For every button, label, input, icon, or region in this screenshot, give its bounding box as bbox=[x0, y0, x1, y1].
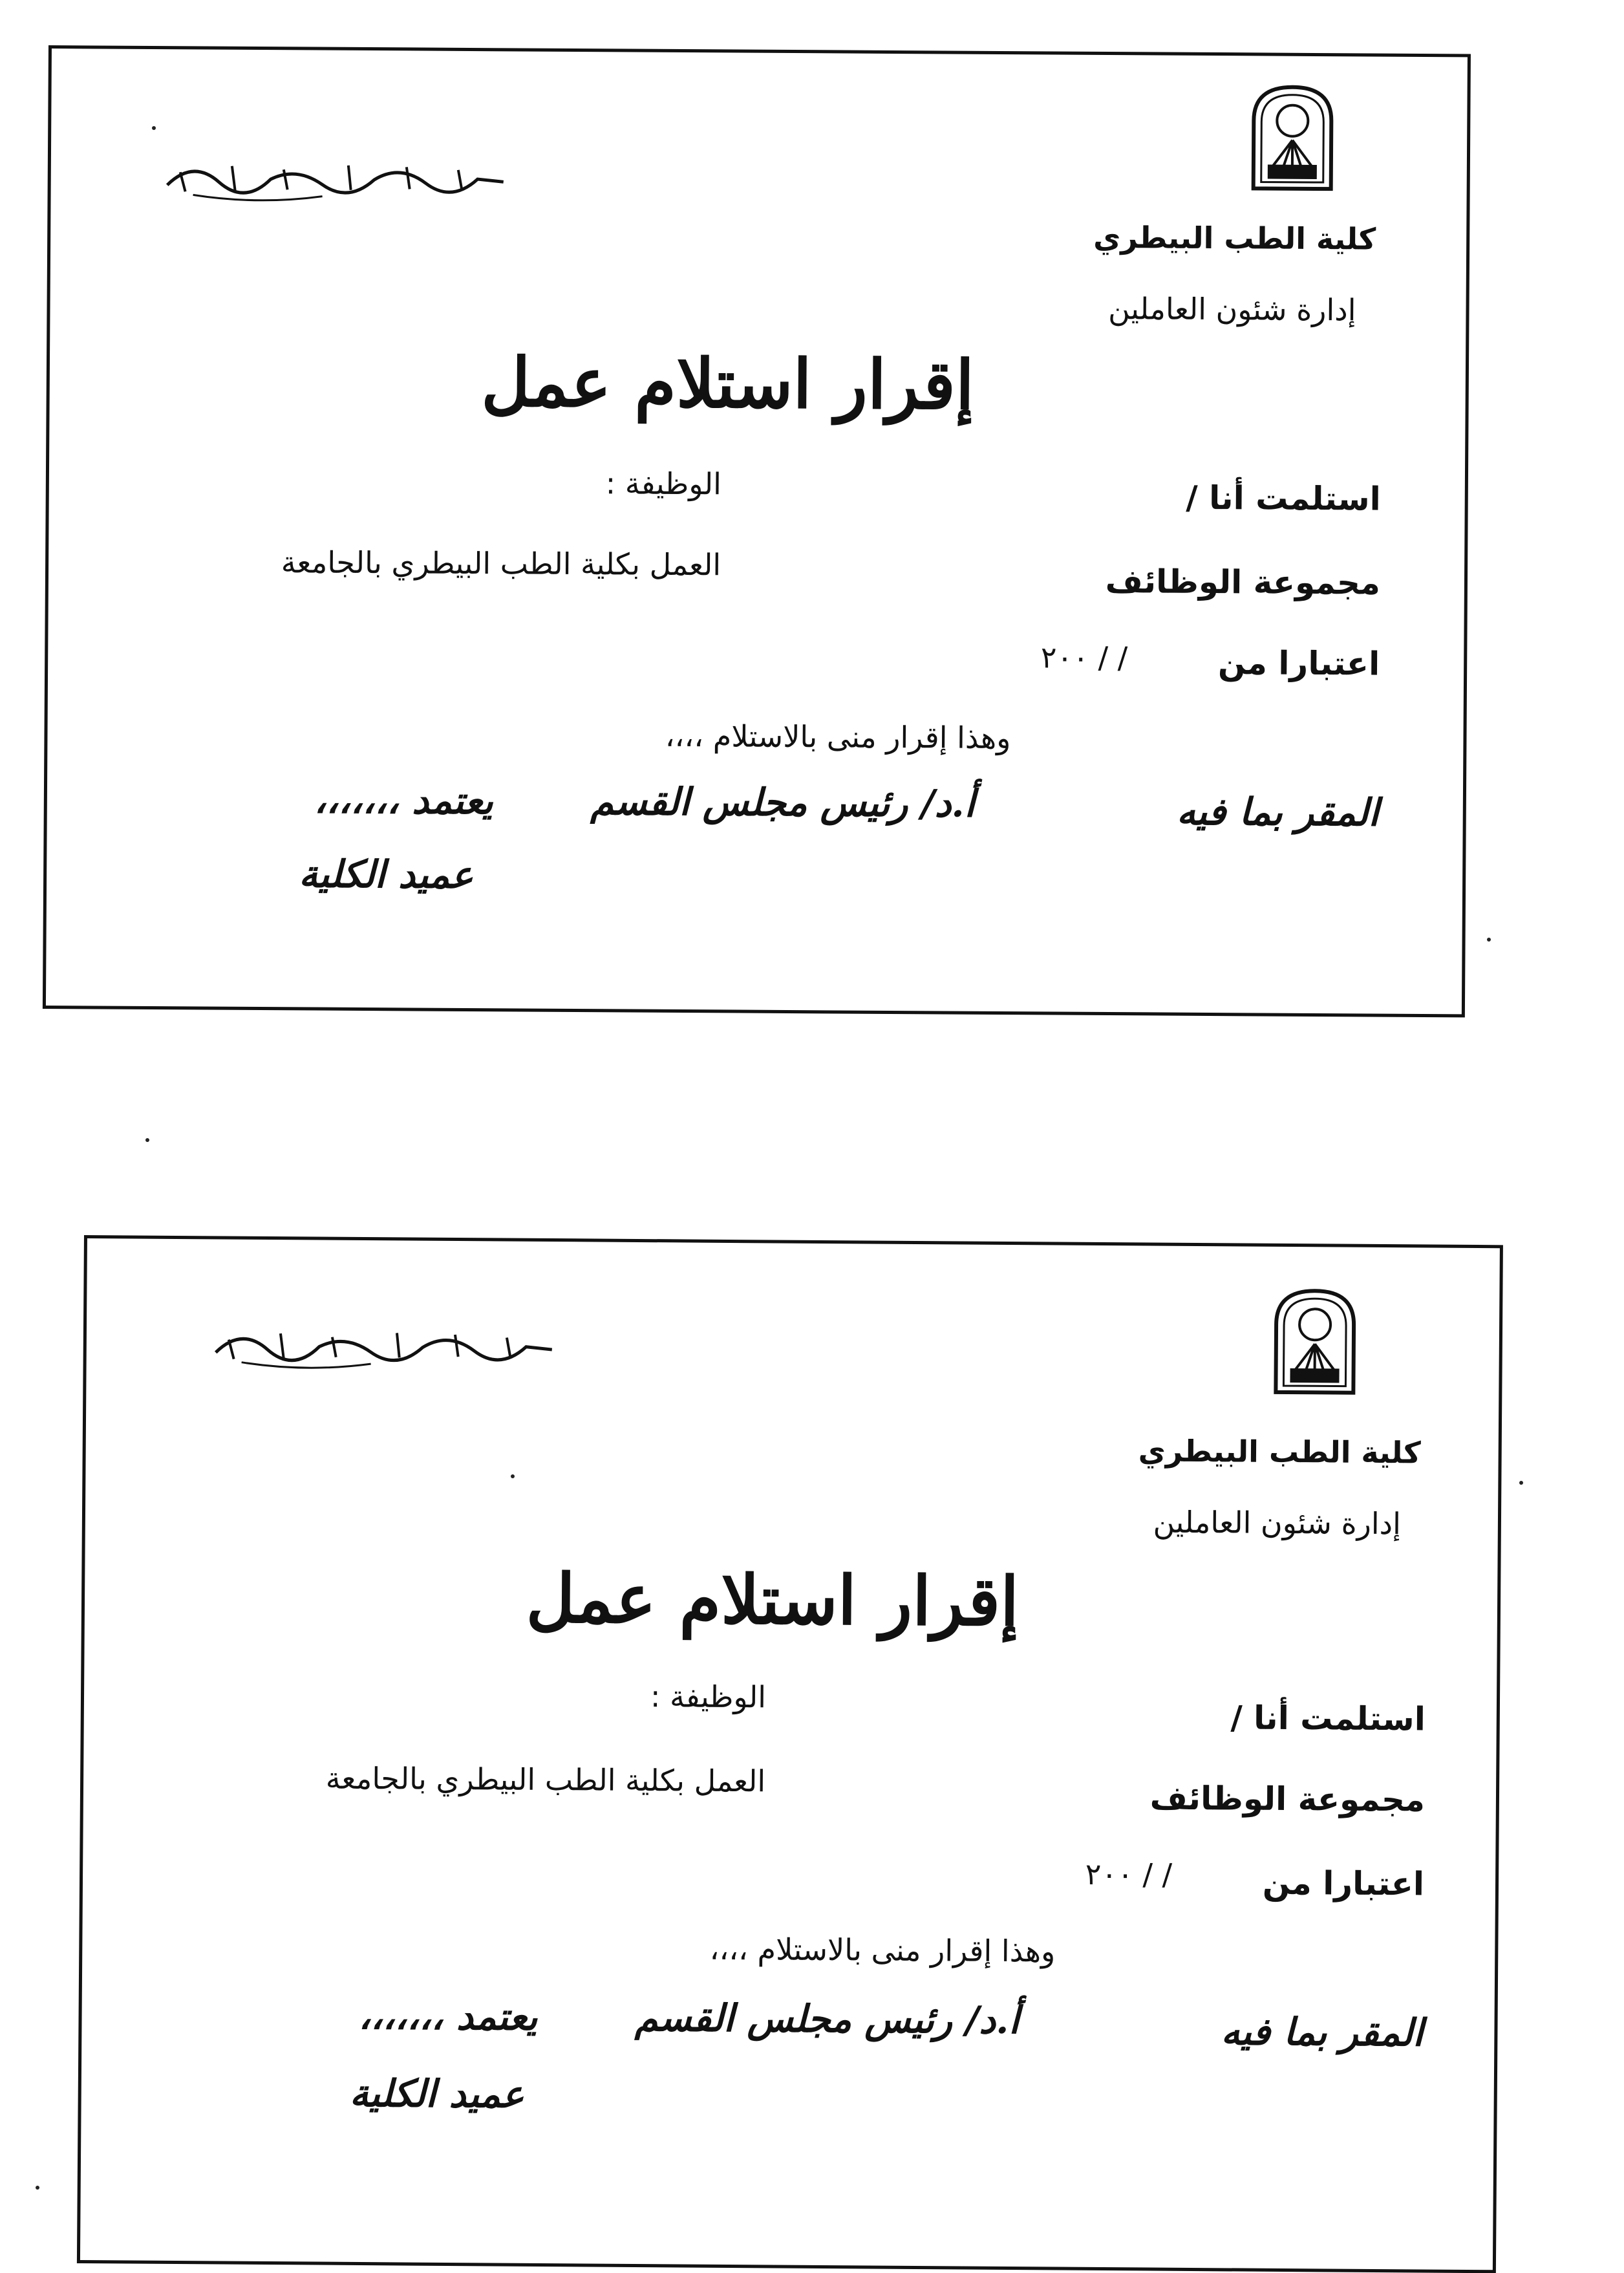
position-label: الوظيفة : bbox=[650, 1679, 767, 1715]
dean-signature: عميد الكلية bbox=[299, 852, 474, 898]
scan-speck bbox=[145, 1138, 149, 1142]
effective-date-label: اعتبارا من bbox=[1262, 1864, 1425, 1903]
declarant-signature: المقر بما فيه bbox=[1221, 2009, 1424, 2055]
work-description: العمل بكلية الطب البيطري بالجامعة bbox=[281, 544, 721, 583]
department-name: إدارة شئون العاملين bbox=[1108, 291, 1356, 328]
approval-text: يعتمد ،،،،،،، bbox=[358, 1993, 538, 2039]
faculty-name: كلية الطب البيطري bbox=[1138, 1433, 1421, 1470]
work-receipt-form-1 bbox=[43, 45, 1471, 1017]
scan-speck bbox=[511, 1474, 515, 1478]
work-receipt-form-2 bbox=[77, 1235, 1503, 2273]
received-label: استلمت أنا / bbox=[1230, 1699, 1426, 1738]
job-group-label: مجموعة الوظائف bbox=[1149, 1779, 1426, 1819]
faculty-name: كلية الطب البيطري bbox=[1093, 219, 1376, 257]
form-title: إقرار استلام عمل bbox=[526, 1558, 1020, 1642]
received-label: استلمت أنا / bbox=[1186, 479, 1381, 518]
job-group-label: مجموعة الوظائف bbox=[1105, 563, 1381, 602]
university-logo-icon bbox=[1247, 81, 1338, 192]
basmala-calligraphy-icon bbox=[203, 1313, 566, 1374]
scan-speck bbox=[1487, 938, 1491, 942]
logo-text bbox=[1266, 166, 1268, 167]
basmala-calligraphy-icon bbox=[155, 146, 517, 206]
scan-speck bbox=[152, 126, 156, 130]
scan-speck bbox=[36, 2186, 39, 2190]
scan-speck bbox=[1519, 1481, 1523, 1485]
declaration-text: وهذا إقرار منى بالاستلام ،،،، bbox=[709, 1931, 1056, 1969]
effective-date-field: / / ٢٠٠ bbox=[1040, 640, 1128, 676]
department-name: إدارة شئون العاملين bbox=[1153, 1504, 1402, 1542]
effective-date-label: اعتبارا من bbox=[1217, 644, 1380, 683]
approval-text: يعتمد ،،،،،،، bbox=[314, 777, 494, 823]
declaration-text: وهذا إقرار منى بالاستلام ،،،، bbox=[665, 718, 1011, 756]
declarant-signature: المقر بما فيه bbox=[1176, 789, 1379, 835]
effective-date-field: / / ٢٠٠ bbox=[1085, 1856, 1173, 1892]
work-description: العمل بكلية الطب البيطري بالجامعة bbox=[325, 1760, 766, 1799]
dean-signature: عميد الكلية bbox=[349, 2071, 524, 2117]
position-label: الوظيفة : bbox=[605, 466, 722, 502]
form-title: إقرار استلام عمل bbox=[481, 342, 975, 425]
university-logo-icon bbox=[1269, 1286, 1360, 1396]
department-head-signature: أ.د/ رئيس مجلس القسم bbox=[634, 1995, 1020, 2043]
department-head-signature: أ.د/ رئيس مجلس القسم bbox=[590, 779, 976, 826]
